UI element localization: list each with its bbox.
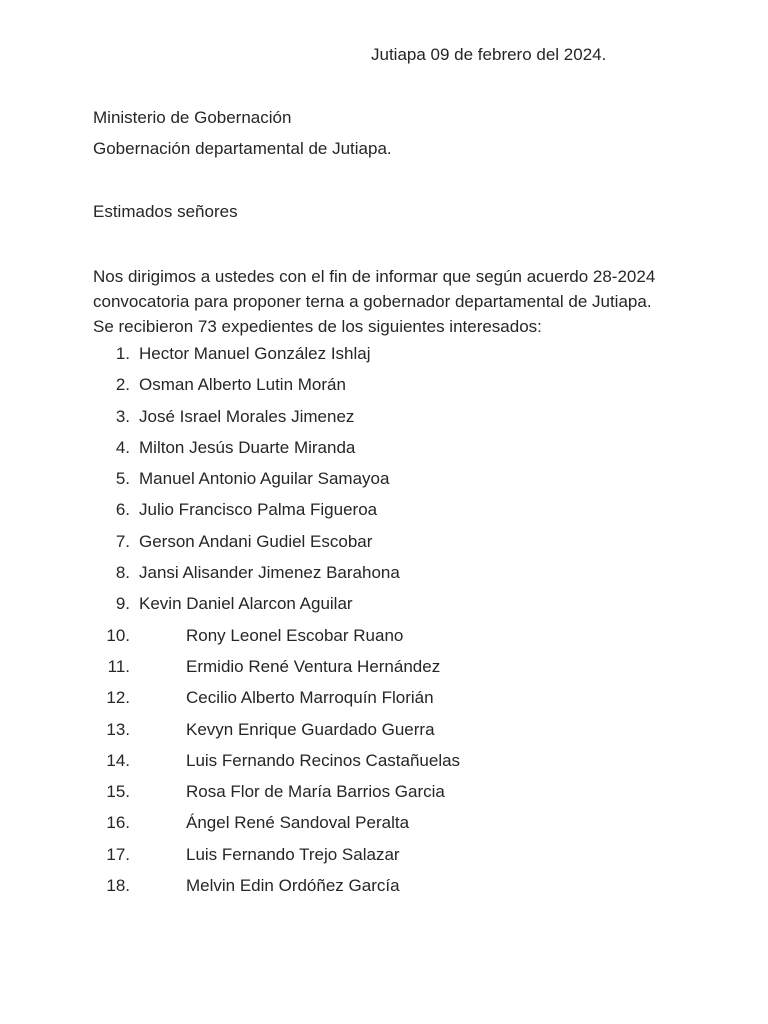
candidate-name: Rosa Flor de María Barrios Garcia [186, 782, 445, 802]
candidate-name: Melvin Edin Ordóñez García [186, 876, 400, 896]
list-number: 5. [115, 469, 130, 489]
list-number: 17. [106, 844, 130, 864]
candidate-name: Luis Fernando Trejo Salazar [186, 844, 400, 864]
list-item [0, 563, 768, 594]
candidate-name: Gerson Andani Gudiel Escobar [139, 531, 373, 551]
list-number: 8. [115, 563, 130, 583]
candidate-name: Kevin Daniel Alarcon Aguilar [139, 594, 353, 614]
date-line: Jutiapa 09 de febrero del 2024. [371, 45, 607, 64]
recipient-ministry: Ministerio de Gobernación [93, 108, 292, 127]
list-number: 3. [115, 406, 130, 426]
body-paragraph [93, 264, 655, 339]
list-item [0, 375, 768, 406]
list-number: 1. [115, 344, 130, 363]
body-line: Se recibieron 73 expedientes de los siguientes interesados: [93, 317, 542, 336]
candidate-name: Julio Francisco Palma Figueroa [139, 500, 378, 520]
list-item [0, 720, 768, 751]
recipient-governorship: Gobernación departamental de Jutiapa. [93, 139, 392, 158]
candidate-name: Luis Fernando Recinos Castañuelas [186, 750, 461, 770]
list-number: 10. [106, 625, 130, 645]
candidate-name: Milton Jesús Duarte Miranda [139, 437, 356, 457]
candidate-name: Rony Leonel Escobar Ruano [186, 625, 404, 645]
list-number: 9. [115, 594, 130, 614]
list-item [0, 407, 768, 438]
list-number: 4. [115, 437, 130, 457]
candidate-name: Manuel Antonio Aguilar Samayoa [139, 469, 390, 489]
list-number: 14. [106, 750, 130, 770]
list-item [0, 657, 768, 688]
list-number: 6. [115, 500, 130, 520]
list-item [0, 813, 768, 844]
list-item [0, 876, 768, 907]
list-item [0, 469, 768, 500]
candidate-name: Osman Alberto Lutin Morán [139, 375, 346, 395]
list-item [0, 782, 768, 813]
greeting: Estimados señores [93, 202, 238, 221]
list-number: 16. [106, 813, 130, 833]
body-line: Nos dirigimos a ustedes con el fin de informar que según acuerdo 28-2024 [93, 267, 656, 286]
list-item [0, 532, 768, 563]
candidate-name: José Israel Morales Jimenez [139, 406, 355, 426]
candidate-name: Kevyn Enrique Guardado Guerra [186, 719, 435, 739]
list-number: 11. [107, 656, 130, 676]
list-item [0, 500, 768, 531]
list-item [0, 344, 768, 375]
body-line: convocatoria para proponer terna a gobernador departamental de Jutiapa. [93, 292, 652, 311]
list-item [0, 845, 768, 876]
candidate-list [0, 344, 768, 907]
list-number: 15. [106, 782, 130, 802]
candidate-name: Ángel René Sandoval Peralta [186, 813, 410, 833]
list-item [0, 626, 768, 657]
candidate-name: Cecilio Alberto Marroquín Florián [186, 688, 434, 708]
list-number: 18. [106, 876, 130, 896]
list-item [0, 688, 768, 719]
list-item [0, 438, 768, 469]
candidate-name: Hector Manuel González Ishlaj [139, 344, 371, 363]
list-number: 7. [115, 531, 130, 551]
list-number: 12. [106, 688, 130, 708]
list-number: 13. [106, 719, 130, 739]
candidate-name: Jansi Alisander Jimenez Barahona [139, 563, 400, 583]
list-item [0, 594, 768, 625]
list-item [0, 751, 768, 782]
candidate-name: Ermidio René Ventura Hernández [186, 656, 441, 676]
list-number: 2. [115, 375, 130, 395]
